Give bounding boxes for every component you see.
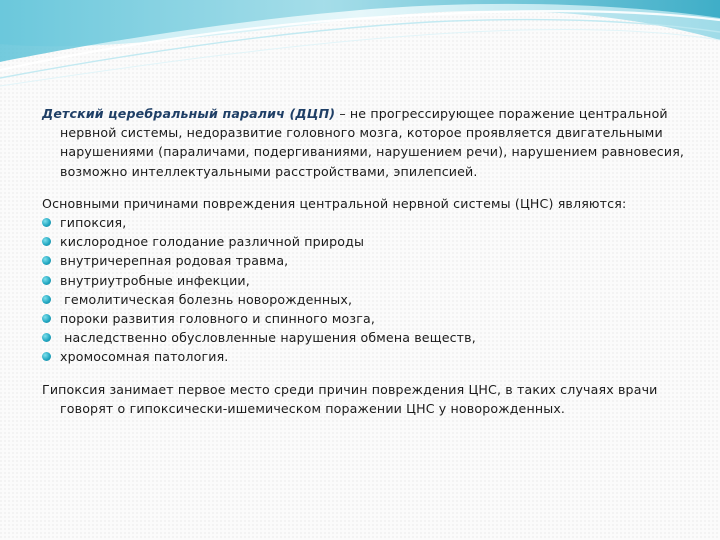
- bullet-icon: [42, 352, 51, 361]
- bullet-icon: [42, 276, 51, 285]
- causes-intro: Основными причинами повреждения центральной нервной системы (ЦНС) являются:: [42, 195, 627, 211]
- list-item: наследственно обусловленные нарушения обмена веществ,: [42, 328, 692, 347]
- slide-body: [42, 104, 692, 418]
- causes-list: [42, 213, 692, 367]
- list-item: хромосомная патология.: [42, 347, 692, 366]
- bullet-icon: [42, 295, 51, 304]
- list-item: гипоксия,: [42, 213, 692, 232]
- bullet-icon: [42, 256, 51, 265]
- bullet-icon: [42, 314, 51, 323]
- bullet-icon: [42, 237, 51, 246]
- definition-paragraph: [42, 104, 692, 181]
- conclusion-paragraph: Гипоксия занимает первое место среди причин повреждения ЦНС, в таких случаях врачи говорят о гипоксически-ишемическом поражении ЦНС у новорожденных.: [42, 381, 658, 416]
- list-item: кислородное голодание различной природы: [42, 232, 692, 251]
- definition-text: – не прогрессирующее поражение центральной нервной системы, недоразвитие головного мозга, которое проявляется двигательными нарушениями (параличами, подергиваниями, нарушением речи), нарушением равновесия, возможно интеллектуальными расстройствами, эпилепсией.: [60, 106, 685, 179]
- list-item: внутричерепная родовая травма,: [42, 251, 692, 270]
- bullet-icon: [42, 218, 51, 227]
- list-item: внутриутробные инфекции,: [42, 271, 692, 290]
- header-wave-decoration: [0, 0, 720, 92]
- definition-term: Детский церебральный паралич (ДЦП): [42, 106, 336, 121]
- list-item: гемолитическая болезнь новорожденных,: [42, 290, 692, 309]
- bullet-icon: [42, 333, 51, 342]
- list-item: пороки развития головного и спинного мозга,: [42, 309, 692, 328]
